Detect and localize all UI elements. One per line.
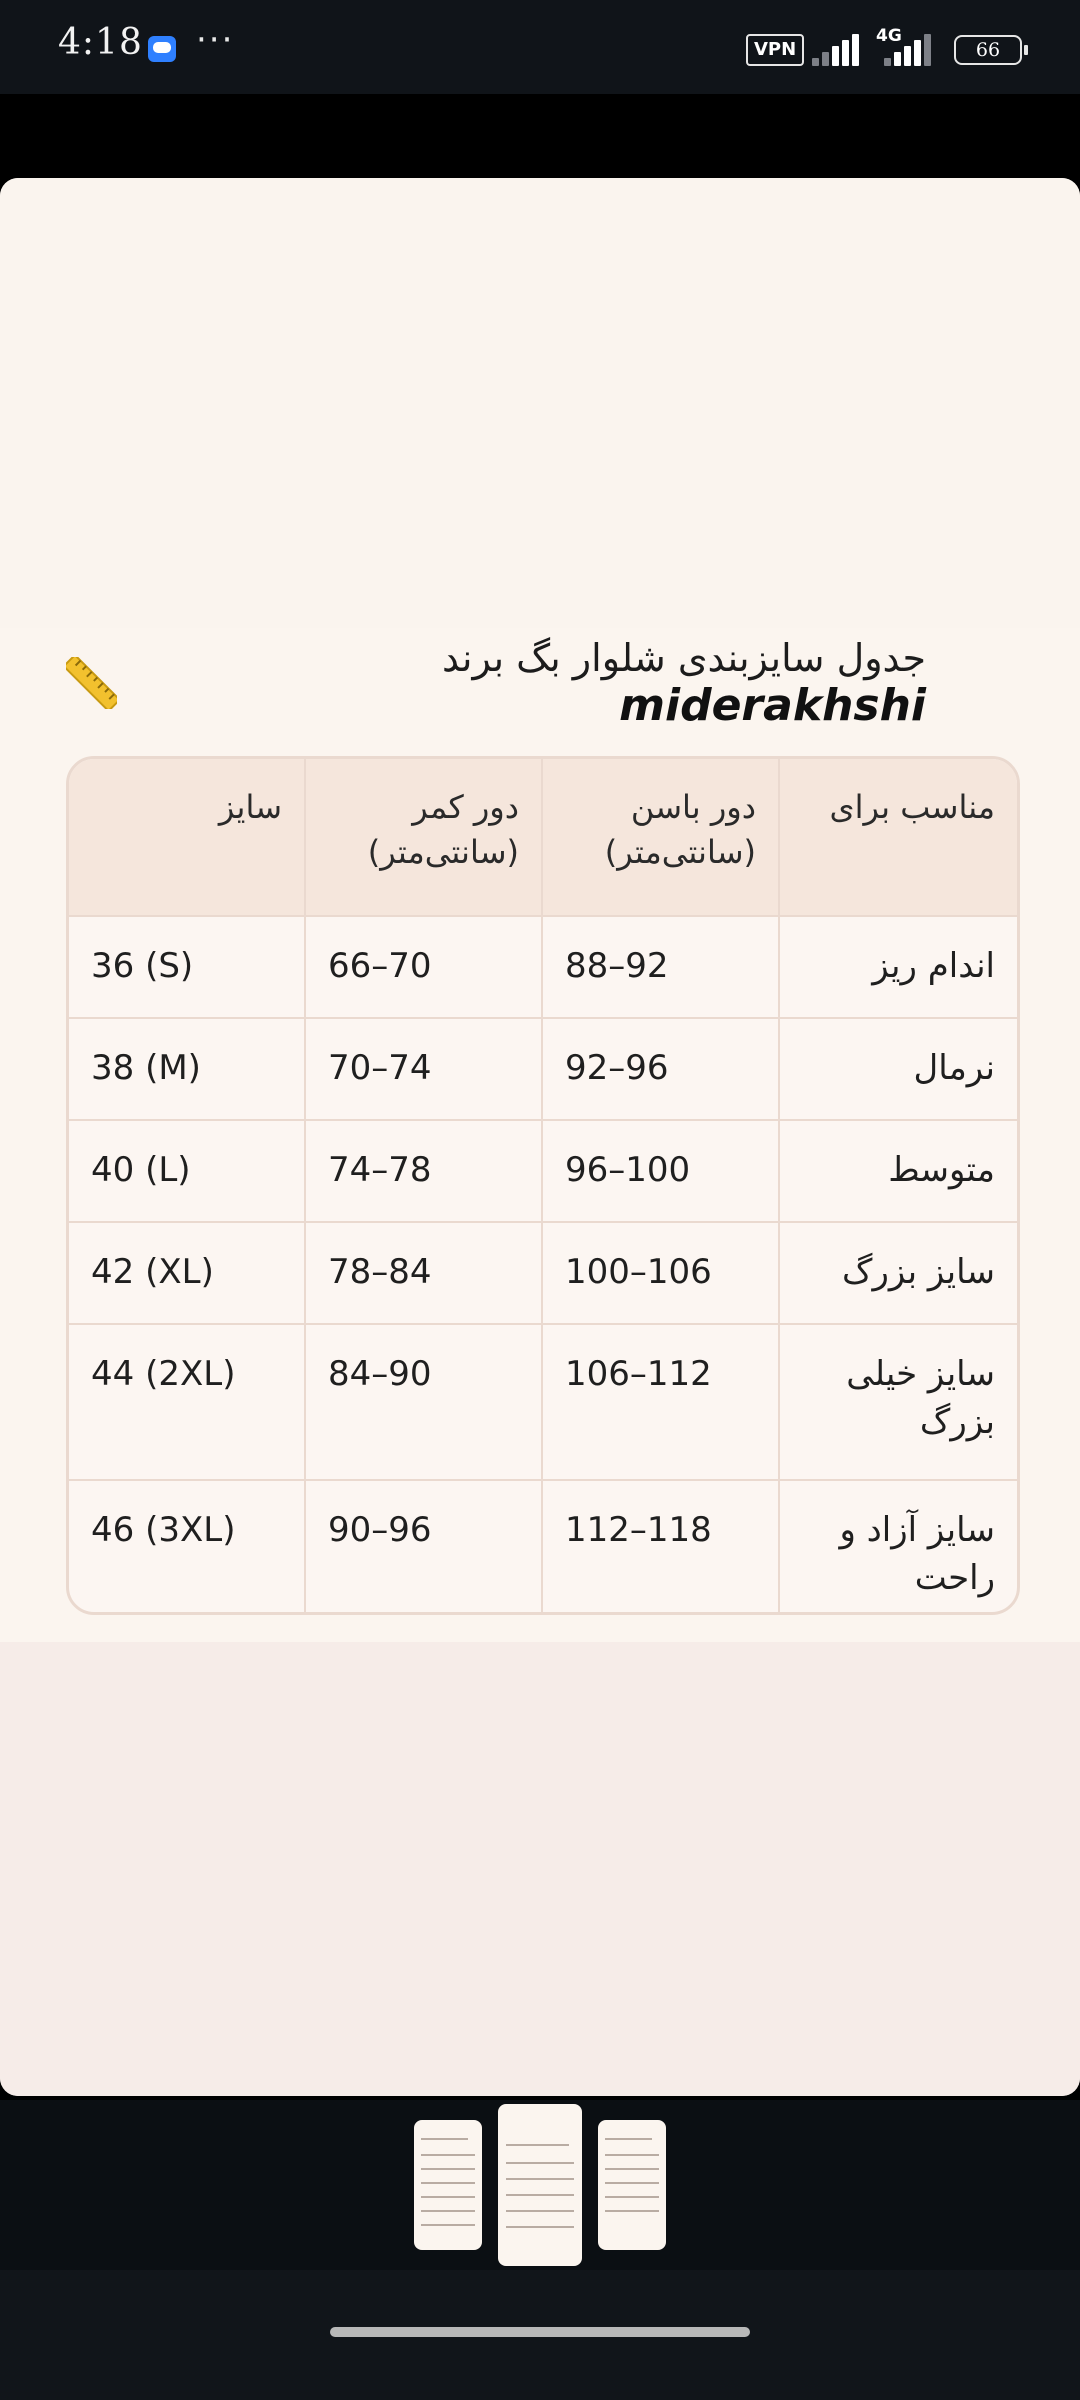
network-type: 4G [876,26,902,46]
suitable-cell: سایز بزرگ [842,1252,995,1292]
waist-cell: 84–90 [306,1325,543,1479]
brand-name: miderakhshi [619,679,926,731]
home-indicator[interactable] [330,2327,750,2337]
header-hip: دور باسن (سانتی‌متر) [543,759,780,915]
post-title [66,635,926,731]
waist-cell: 74–78 [306,1121,543,1221]
size-cell: 38 (M) [69,1019,306,1119]
message-notification-icon [148,36,176,62]
table-row [69,917,1017,1019]
table-row [69,1019,1017,1121]
hip-cell: 100–106 [543,1223,780,1323]
waist-cell: 66–70 [306,917,543,1017]
status-bar [0,0,1080,94]
waist-cell: 70–74 [306,1019,543,1119]
header-waist: دور کمر (سانتی‌متر) [306,759,543,915]
hip-cell: 92–96 [543,1019,780,1119]
thumbnail-2-selected[interactable] [498,2104,582,2266]
hip-cell: 88–92 [543,917,780,1017]
battery-indicator: 66 [954,35,1022,65]
size-table [66,756,1020,1615]
thumbnail-1[interactable] [414,2120,482,2250]
hip-cell: 106–112 [543,1325,780,1479]
suitable-cell: اندام ریز [872,946,995,986]
table-header-row [69,759,1017,917]
post-image[interactable] [0,178,1080,2096]
status-time: 4:18 [58,22,143,63]
header-suitable-for: مناسب برای [829,788,995,826]
table-row [69,1325,1017,1481]
hip-cell: 112–118 [543,1481,780,1612]
hip-cell: 96–100 [543,1121,780,1221]
table-row [69,1121,1017,1223]
suitable-cell: متوسط [888,1150,995,1190]
size-cell: 46 (3XL) [69,1481,306,1612]
ruler-icon [66,657,117,709]
title-text: جدول سایزبندی شلوار بگ برند [441,635,926,680]
waist-cell: 90–96 [306,1481,543,1612]
vpn-indicator: VPN [746,34,804,66]
waist-cell: 78–84 [306,1223,543,1323]
more-notifications-icon: ··· [196,20,235,60]
size-cell: 40 (L) [69,1121,306,1221]
header-size: سایز [69,759,306,915]
size-cell: 42 (XL) [69,1223,306,1323]
suitable-cell: سایز خیلی بزرگ [846,1354,995,1442]
image-thumbnail-strip [0,2100,1080,2270]
signal-strength-icon-2 [884,34,930,66]
table-row [69,1481,1017,1612]
size-cell: 36 (S) [69,917,306,1017]
suitable-cell: سایز آزاد و راحت [839,1510,995,1598]
signal-strength-icon [812,34,858,66]
table-row [69,1223,1017,1325]
suitable-cell: نرمال [913,1048,995,1088]
size-cell: 44 (2XL) [69,1325,306,1479]
thumbnail-3[interactable] [598,2120,666,2250]
